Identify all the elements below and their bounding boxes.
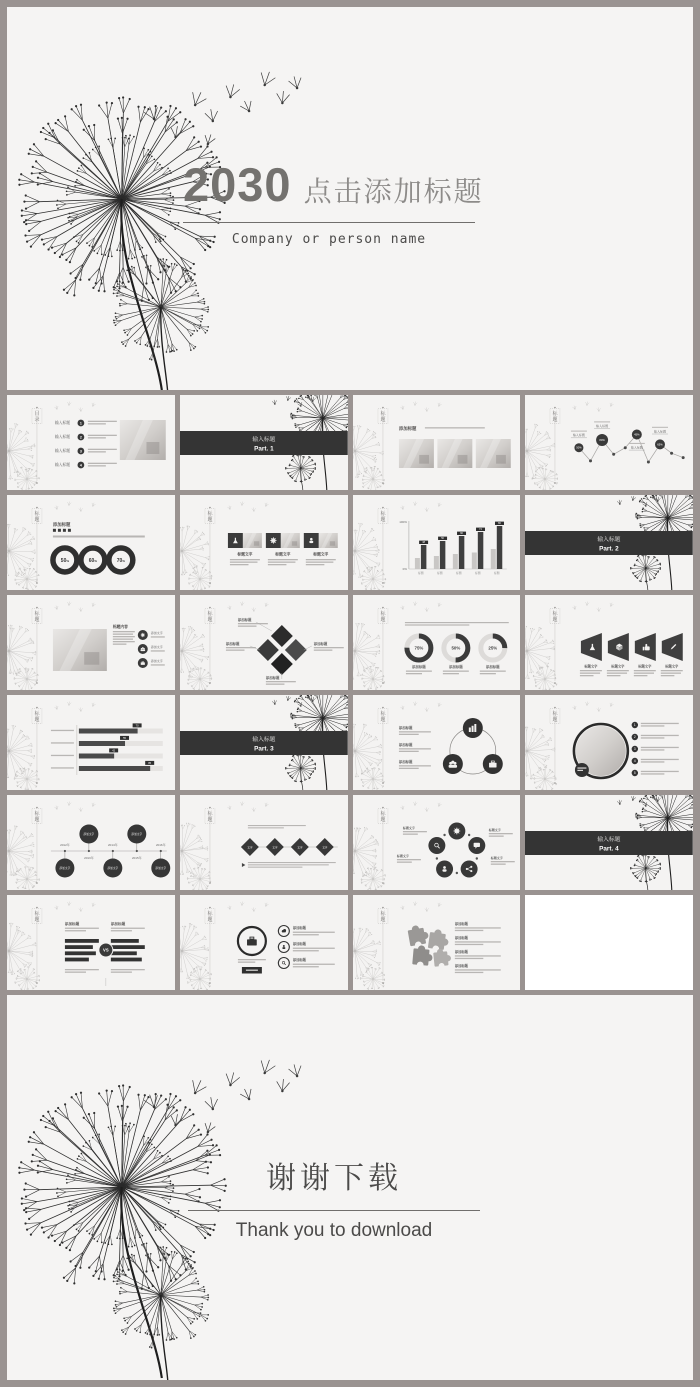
svg-text:标题: 标题 [455,570,462,575]
dandelion-seed-icon [79,807,83,811]
diamond_row-content [180,801,338,890]
thumbnail-art [353,695,521,790]
dandelion-seed-icon [91,702,96,707]
svg-text:录: 录 [34,416,40,423]
dandelion-seed-icon [202,1121,216,1135]
dandelion-seed-icon [597,607,601,611]
dandelion-seed-icon [239,1086,255,1102]
dandelion-seed-icon [227,905,232,910]
svg-text:标题: 标题 [417,570,424,575]
closing-title: 谢谢下载 [266,1162,402,1195]
closing-divider-line [188,1210,480,1211]
svg-text:添加标题: 添加标题 [411,664,426,670]
dandelion-seed-icon [204,108,219,123]
dandelion-seed-icon [597,707,601,711]
dandelion-seed-icon [631,795,637,801]
svg-text:0%: 0% [402,566,407,572]
svg-text:4: 4 [79,463,82,468]
dandelion-seed-icon [204,1096,219,1111]
divider-content [180,395,348,490]
svg-text:题: 题 [379,616,385,623]
svg-text:标: 标 [379,410,385,417]
dandelion-seed-icon [412,801,416,806]
svg-text:输入标题: 输入标题 [654,429,667,434]
thumbnail-art [180,595,348,690]
toc-content [7,401,166,490]
svg-text:标: 标 [207,510,213,517]
thumbnail-art [180,495,348,590]
gear-icon [270,537,276,543]
dandelion-seed-icon [285,395,291,401]
svg-text:标: 标 [34,610,40,617]
slide-thumbnail-17-timeline[interactable] [7,795,175,890]
dandelion-seed-icon [609,702,614,707]
dandelion-seed-icon [264,802,269,807]
dandelion-seed-icon [240,501,244,506]
dandelion-seed-icon [67,501,71,506]
dandelion-decor [180,601,269,690]
person-icon [282,945,285,949]
svg-text:输入标题: 输入标题 [54,463,71,468]
dandelion-seed-icon [276,90,290,104]
vs-content [7,901,145,990]
svg-text:60%: 60% [88,557,97,564]
dandelion-decor [7,501,96,590]
dandelion-seed-icon [412,501,416,506]
dandelion-seed-icon [91,902,96,907]
slide-thumbnail-6-icon_cards[interactable] [180,495,348,590]
dandelion-seed-icon [188,1077,208,1097]
diamond4-content [180,601,344,690]
photos3-content [353,401,511,490]
dandelion-seed-icon [572,405,577,410]
dandelion-seed-icon [609,602,614,607]
slide-thumbnail-13-hbars[interactable] [7,695,175,790]
slide-thumbnail-4-linechart[interactable] [525,395,693,490]
cover-subtitle: Company or person name [231,232,427,247]
svg-text:题: 题 [34,516,40,523]
svg-text:添加文字: 添加文字 [150,658,163,664]
dandelion-seed-icon [585,401,589,406]
thumbnail-art [7,495,175,590]
dandelion-decor [353,501,442,590]
slide-thumbnail-11-donuts_arc[interactable] [353,595,521,690]
svg-text:65%: 65% [657,443,663,447]
dandelion-seed-icon [251,907,255,911]
dandelion-seed-icon [424,407,428,411]
closing-slide [7,995,693,1380]
dandelion-seed-icon [424,807,428,811]
dandelion-seed-icon [276,1078,290,1092]
dandelion-seed-icon [412,901,416,906]
slide-thumbnail-18-diamond_row[interactable] [180,795,348,890]
cover-slide [7,7,693,390]
dandelion-seed-icon [288,1063,304,1079]
dandelion-seed-icon [91,602,96,607]
barchart-content [353,501,507,590]
cloud-icon [281,929,285,932]
thumbnail-art [525,395,693,490]
svg-text:题: 题 [379,416,385,423]
dandelion-decor [7,801,96,890]
dandelion-seed-icon [272,699,277,705]
dandelion-seed-icon [412,401,416,406]
dandelion-seed-icon [79,907,83,911]
divider-content [180,695,348,790]
slide-thumbnail-24-empty [525,895,693,990]
slide-thumbnail-8-divider[interactable] [525,495,693,590]
dandelion-seed-icon [91,802,96,807]
svg-text:输入标题: 输入标题 [596,423,609,429]
thumbnail-art [525,795,693,890]
dandelion-seed-icon [400,905,405,910]
svg-text:86: 86 [497,522,501,526]
svg-text:标题: 标题 [493,570,500,575]
svg-text:标: 标 [34,510,40,517]
photo-placeholder [120,420,166,460]
svg-text:45%: 45% [634,433,640,437]
thumbnail-art [353,895,521,990]
thumbnail-art [7,595,175,690]
closing-subtitle: Thank you to download [235,1220,433,1241]
dandelion-seed-icon [288,75,304,91]
dandelion-seed-icon [572,605,577,610]
svg-text:标题文字: 标题文字 [237,552,253,557]
dandelion-seed-icon [240,801,244,806]
svg-text:标: 标 [379,510,385,517]
svg-text:标: 标 [379,610,385,617]
dandelion-seed-icon [436,802,441,807]
dandelion-seed-icon [91,502,96,507]
dandelion-seed-icon [617,499,622,505]
photo-placeholder [243,533,262,548]
svg-text:50%: 50% [576,446,582,450]
dandelion-seed-icon [227,505,232,510]
dandelion-seed-icon [79,707,83,711]
thumbnail-art [353,395,521,490]
svg-text:标: 标 [207,610,213,617]
dandelion-seed-icon [424,507,428,511]
cover-title: 点击添加标题 [303,176,484,207]
donuts_arc-content [353,601,509,690]
floating-seeds [143,1057,304,1135]
divider-content [525,795,693,890]
dandelion-seed-icon [67,601,71,606]
svg-text:添加文字: 添加文字 [150,630,163,636]
thumbnail-art [525,595,693,690]
dandelion-seed-icon [188,89,208,109]
svg-text:添加标题: 添加标题 [313,641,328,647]
floating-seeds [143,69,304,147]
svg-text:48: 48 [421,541,425,545]
cover-title-block [183,157,484,247]
thumbnail-art [353,795,521,890]
svg-text:题: 题 [34,616,40,623]
dandelion-seed-icon [424,907,428,911]
thumbnail-art [353,595,521,690]
dandelion-seed-icon [67,401,71,406]
dandelion-seed-icon [272,399,277,405]
svg-text:3: 3 [79,449,82,454]
slide-thumbnail-20-divider[interactable] [525,795,693,890]
brief_list-content [180,901,335,990]
svg-text:添加标题: 添加标题 [265,675,280,681]
dandelion-seed-icon [424,607,428,611]
svg-text:50%: 50% [450,645,460,651]
dandelion-seed-icon [285,695,291,701]
slide-thumbnails-grid [7,395,693,990]
svg-text:输入标题: 输入标题 [573,433,586,438]
dandelion-seed-icon [609,402,614,407]
dandelion-seed-icon [585,601,589,606]
circle_photo-content [525,701,679,790]
dandelion-seed-icon [223,83,240,101]
photo_list-content [7,601,165,690]
dandelion-seed-icon [239,98,255,114]
thumbnail-art [7,895,175,990]
puzzle-content [353,901,501,990]
dandelion-seed-icon [67,801,71,806]
slide-thumbnail-1-toc[interactable] [7,395,175,490]
slide-thumbnail-23-puzzle[interactable] [353,895,521,990]
svg-text:添加文字: 添加文字 [150,644,163,650]
dandelion-seed-icon [436,702,441,707]
thumbnail-art [180,895,348,990]
slide-thumbnail-14-divider[interactable] [180,695,348,790]
svg-text:Part. 1: Part. 1 [253,445,274,453]
svg-text:添加标题: 添加标题 [52,521,71,528]
divider-content [525,495,693,590]
dandelion-seed-icon [251,507,255,511]
dandelion-seed-icon [54,905,59,910]
photo-placeholder [398,439,433,468]
dandelion-seed-icon [400,505,405,510]
slide-thumbnail-10-diamond4[interactable] [180,595,348,690]
dandelion-seed-icon [257,69,276,89]
dandelion-seed-icon [617,799,622,805]
svg-text:标题: 标题 [436,570,443,575]
dandelion-seed-icon [412,701,416,706]
dandelion-seed-icon [400,805,405,810]
slide-thumbnail-22-brief_list[interactable] [180,895,348,990]
svg-text:输入标题: 输入标题 [54,435,71,440]
dandelion-decor [353,701,442,790]
svg-text:70%: 70% [116,557,125,564]
svg-text:66: 66 [459,532,463,536]
dandelion-seed-icon [251,607,255,611]
photo-placeholder [475,439,510,468]
photo-placeholder [281,533,300,548]
thumbnail-art [525,695,693,790]
svg-text:25%: 25% [487,645,497,651]
dandelion-seed-icon [67,901,71,906]
svg-text:标题文字: 标题文字 [312,552,329,557]
dandelion-seed-icon [257,1057,276,1077]
svg-text:50%: 50% [60,557,70,564]
gear-icon [141,633,145,637]
dandelion-seed-icon [54,505,59,510]
dandelion-seed-icon [54,405,59,410]
dandelion-seed-icon [436,902,441,907]
dandelion-seed-icon [585,701,589,706]
svg-text:80%: 80% [599,438,606,443]
svg-text:100%: 100% [398,519,407,525]
slide-thumbnail-2-divider[interactable] [180,395,348,490]
dandelion-seed-icon [251,807,255,811]
svg-text:输入标题: 输入标题 [597,536,621,543]
svg-text:输入标题: 输入标题 [631,445,644,450]
svg-text:添加标题: 添加标题 [485,664,500,670]
dandelion-seed-icon [400,705,405,710]
svg-text:标题: 标题 [474,570,481,575]
svg-text:标题文字: 标题文字 [275,552,291,557]
slide-thumbnail-9-photo_list[interactable] [7,595,175,690]
dandelion-seed-icon [436,602,441,607]
slide-thumbnail-21-vs[interactable] [7,895,175,990]
dandelion-seed-icon [400,405,405,410]
svg-text:75%: 75% [414,645,423,651]
slide-thumbnail-15-cycle3[interactable] [353,695,521,790]
dandelion-seed-icon [202,133,216,147]
dandelion-seed-icon [240,901,244,906]
svg-text:题: 题 [379,516,385,523]
dandelion-seed-icon [67,701,71,706]
dandelion-decor [180,901,269,990]
slide-thumbnail-12-trapezoids[interactable] [525,595,693,690]
dandelion-seed-icon [264,502,269,507]
dandelion-seed-icon [631,495,637,501]
slide-thumbnail-5-donuts_ring[interactable] [7,495,175,590]
donuts_ring-content [7,501,145,590]
svg-text:添加标题: 添加标题 [448,664,463,670]
dandelion-seed-icon [424,707,428,711]
slide-thumbnail-16-circle_photo[interactable] [525,695,693,790]
dandelion-seed-icon [400,605,405,610]
linechart-content [525,401,685,490]
svg-text:添加标题: 添加标题 [398,425,416,432]
thumbnail-art [7,695,175,790]
svg-text:2: 2 [79,435,82,440]
briefcase-icon [247,937,257,945]
svg-text:56: 56 [440,537,444,541]
dandelion-seed-icon [91,402,96,407]
svg-text:添加标题: 添加标题 [225,641,240,647]
svg-text:标题内容: 标题内容 [112,624,128,630]
thumbnail-art [180,395,348,490]
svg-text:标: 标 [552,410,558,417]
timeline-content [7,801,170,890]
svg-text:74: 74 [478,528,482,532]
search-icon [282,961,286,965]
dandelion-seed-icon [240,601,244,606]
thumbnail-art [525,495,693,590]
hbars-content [7,701,163,790]
dandelion-seed-icon [79,607,83,611]
svg-text:目: 目 [34,410,40,417]
cover-year: 2030 [183,158,292,211]
thumbnail-art [353,495,521,590]
svg-text:输入标题: 输入标题 [54,449,71,454]
thumbnail-art [180,695,348,790]
svg-text:1: 1 [79,421,82,426]
dandelion-decor [7,401,96,490]
thumbnail-art [180,795,348,890]
svg-text:题: 题 [552,416,558,423]
dandelion-seed-icon [227,605,232,610]
dandelion-seed-icon [264,602,269,607]
svg-text:Part. 2: Part. 2 [599,545,619,553]
dandelion-seed-icon [227,805,232,810]
dandelion-seed-icon [54,605,59,610]
dandelion-seed-icon [79,507,83,511]
thumbnail-art [525,895,693,990]
svg-text:添加标题: 添加标题 [237,617,252,623]
dandelion-seed-icon [264,902,269,907]
photo-placeholder [319,533,338,548]
dandelion-seed-icon [597,407,601,411]
thumbnail-art [7,395,175,490]
slide-thumbnail-3-photos3[interactable] [353,395,521,490]
photo-placeholder [53,629,107,671]
trapezoids-content [525,601,683,690]
thumbnail-art [7,795,175,890]
cycle3-content [353,701,503,790]
dandelion-seed-icon [54,805,59,810]
dandelion-seed-icon [54,705,59,710]
dandelion-seed-icon [79,407,83,411]
photo-placeholder [437,439,472,468]
icon_cards-content [180,501,338,590]
slide-thumbnail-7-barchart[interactable] [353,495,521,590]
closing-title-block [188,1153,480,1242]
svg-text:输入标题: 输入标题 [54,421,71,426]
dandelion-seed-icon [412,601,416,606]
dandelion-seed-icon [436,502,441,507]
gear-icon [453,828,460,835]
dandelion-seed-icon [572,705,577,710]
cover-divider-line [183,222,475,223]
slide-thumbnail-19-cycle5[interactable] [353,795,521,890]
cycle5-content [353,801,515,890]
svg-text:题: 题 [207,616,213,623]
dandelion-seed-icon [223,1071,240,1089]
svg-text:输入标题: 输入标题 [252,436,276,443]
svg-text:题: 题 [207,516,213,523]
dandelion-seed-icon [436,402,441,407]
